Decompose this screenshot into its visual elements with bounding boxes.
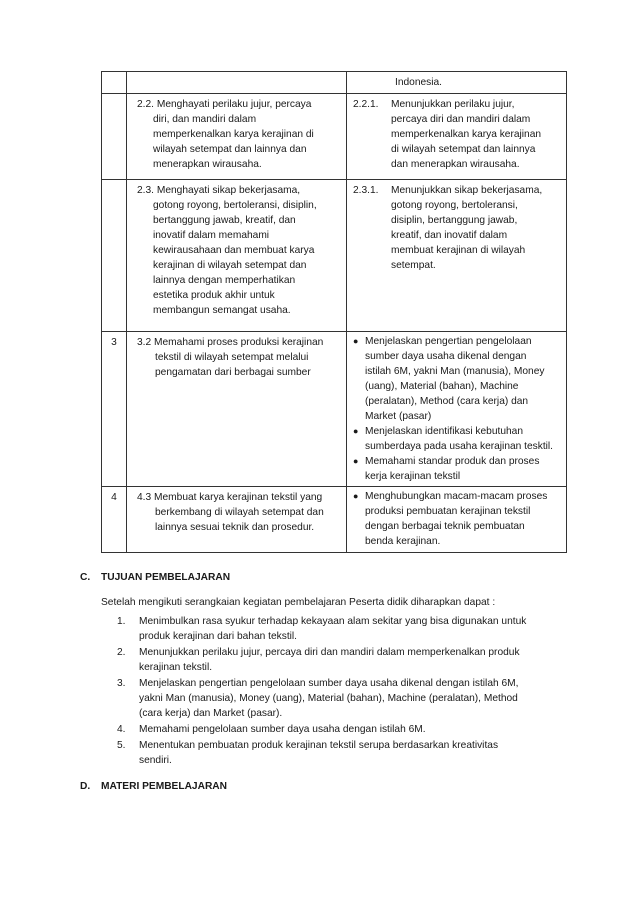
table-row — [102, 332, 567, 487]
table-row — [102, 72, 567, 94]
indikator-4-list — [347, 487, 566, 551]
list-item: 2. Menunjukkan perilaku jujur, percaya diri dan mandiri dalam memperkenalkan produk kerajinan tekstil. — [117, 647, 520, 673]
bullet-icon: ● — [353, 336, 359, 346]
list-item: ● Menjelaskan identifikasi kebutuhan sumberdaya pada usaha kerajinan tesktil. — [353, 426, 554, 452]
bullet-icon: ● — [353, 456, 359, 466]
list-item: ● Menjelaskan pengertian pengelolaan sumber daya usaha dikenal dengan istilah 6M, yakni Man (manusia), Money (uang), Material (bahan), Machine (peralatan), Method (cara kerja) dan Market (pasar) — [353, 336, 545, 422]
list-item: ● Menghubungkan macam-macam proses produksi pembuatan kerajinan tekstil dengan berbagai teknik pembuatan benda kerajinan. — [353, 491, 548, 547]
list-item: 3. Menjelaskan pengertian pengelolaan sumber daya usaha dikenal dengan istilah 6M, yakni Man (manusia), Money (uang), Material (bahan), Machine (peralatan), Method (cara kerja) dan Market (pasar). — [117, 678, 519, 719]
section-letter: C. — [80, 572, 91, 583]
kd-3-2: 3.2 Memahami proses produksi kerajinan tekstil di wilayah setempat melalui pengamatan dari berbagai sumber — [137, 337, 324, 378]
indikator-2-2-1: 2.2.1. Menunjukkan perilaku jujur, percaya diri dan mandiri dalam memperkenalkan karya kerajinan di wilayah setempat dan lainnya dan menerapkan wirausaha. — [353, 99, 542, 170]
section-title: TUJUAN PEMBELAJARAN — [101, 572, 231, 583]
row-number: 3 — [111, 337, 117, 348]
list-item: 5. Menentukan pembuatan produk kerajinan tekstil serupa berdasarkan kreativitas sendiri. — [117, 740, 499, 766]
section-intro: Setelah mengikuti serangkaian kegiatan pembelajaran Peserta didik diharapkan dapat : — [101, 597, 496, 608]
table-row — [102, 94, 567, 180]
kompetensi-table — [101, 71, 567, 553]
section-title: MATERI PEMBELAJARAN — [101, 781, 228, 792]
tujuan-list — [117, 614, 567, 769]
bullet-icon: ● — [353, 491, 359, 501]
list-item: 1. Menimbulkan rasa syukur terhadap kekayaan alam sekitar yang bisa digunakan untuk produk kerajinan dari bahan tekstil. — [117, 616, 527, 642]
indikator-3-list — [347, 332, 566, 486]
kd-2-3: 2.3. Menghayati sikap bekerjasama, gotong royong, bertoleransi, disiplin, bertanggung jawab, kreatif, dan inovatif dalam memahami kewirausahaan dan membuat karya kerajinan di wilayah setempat dan lainnya dengan memperhatikan estetika produk akhir untuk membangun semangat usaha. — [137, 185, 317, 316]
section-letter: D. — [80, 781, 91, 792]
list-item: 4. Memahami pengelolaan sumber daya usaha dengan istilah 6M. — [117, 724, 426, 735]
list-item: ● Memahami standar produk dan proses kerja kerajinan tekstil — [353, 456, 540, 482]
indikator-2-3-1: 2.3.1. Menunjukkan sikap bekerjasama, gotong royong, bertoleransi, disiplin, bertanggung jawab, kreatif, dan inovatif dalam membuat kerajinan di wilayah setempat. — [353, 185, 543, 271]
kd-2-2: 2.2. Menghayati perilaku jujur, percaya diri, dan mandiri dalam memperkenalkan karya kerajinan di wilayah setempat dan lainnya dan menerapkan wirausaha. — [137, 99, 314, 170]
table-row — [102, 180, 567, 332]
row-number: 4 — [111, 492, 117, 503]
bullet-icon: ● — [353, 426, 359, 436]
table-cell-text: Indonesia. — [395, 77, 443, 88]
kd-4-3: 4.3 Membuat karya kerajinan tekstil yang berkembang di wilayah setempat dan lainnya sesuai teknik dan prosedur. — [137, 492, 324, 533]
table-row — [102, 487, 567, 553]
